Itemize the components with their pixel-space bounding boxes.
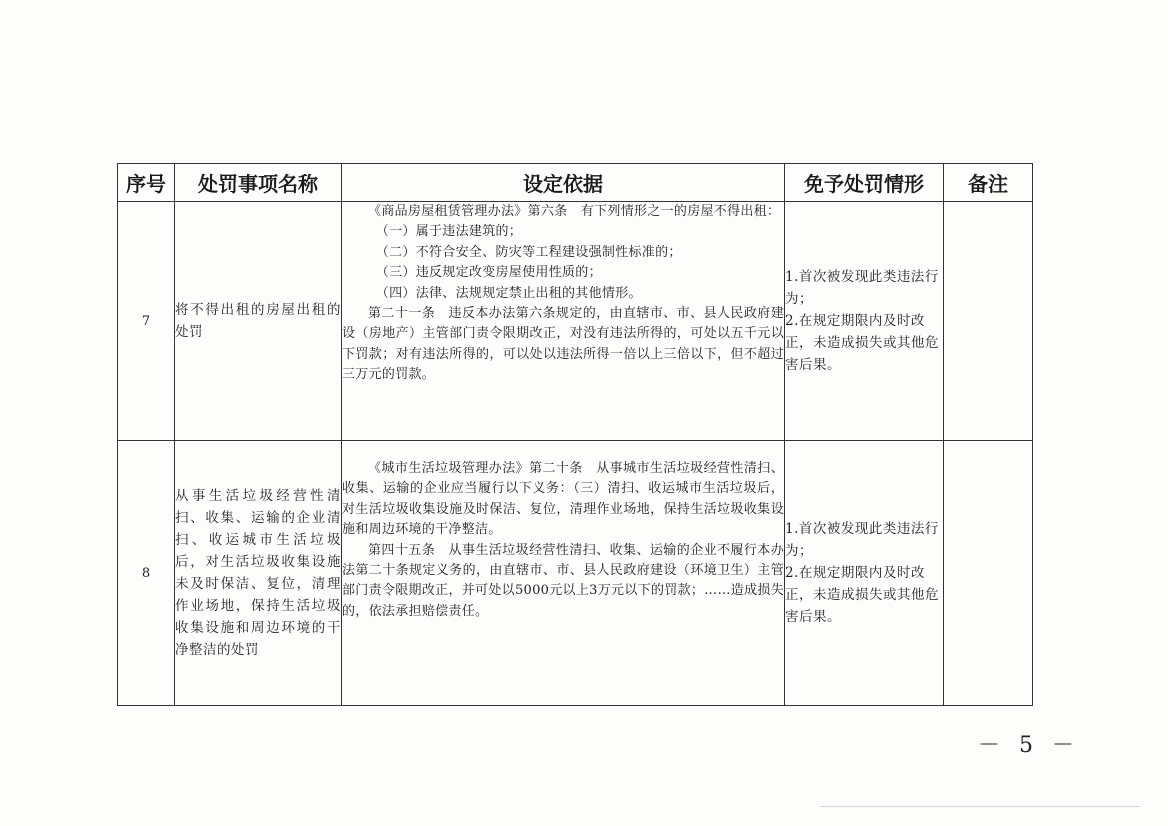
exemption-item: 2.在规定期限内及时改正，未造成损失或其他危害后果。 bbox=[785, 313, 939, 373]
basis-item: （四）法律、法规规定禁止出租的其他情形。 bbox=[375, 285, 642, 301]
exemption-item: 2.在规定期限内及时改正，未造成损失或其他危害后果。 bbox=[785, 565, 939, 625]
header-remark: 备注 bbox=[944, 164, 1033, 202]
basis-paragraph: 第四十五条 从事生活垃圾经营性清扫、收集、运输的企业不履行本办法第二十条规定义务的，由直辖市、市、县人民政府建设（环境卫生）主管部门责令限期改正，并可处以5000元以上3万元以下的罚款；……造成损失的，依法承担赔偿责任。 bbox=[342, 542, 784, 619]
page-number: － 5 － bbox=[978, 733, 1080, 758]
row-remark bbox=[944, 441, 1033, 706]
header-seq: 序号 bbox=[118, 164, 175, 202]
scan-artifact-line bbox=[820, 806, 1140, 807]
row-seq: 7 bbox=[118, 202, 175, 441]
row-seq: 8 bbox=[118, 441, 175, 706]
table-header-row bbox=[118, 164, 1033, 202]
penalty-table bbox=[117, 163, 1033, 706]
header-item-name: 处罚事项名称 bbox=[175, 164, 342, 202]
basis-item: （一）属于违法建筑的； bbox=[375, 224, 523, 240]
row-remark bbox=[944, 202, 1033, 441]
row-exemption bbox=[785, 441, 944, 706]
table-row bbox=[118, 202, 1033, 441]
header-exemption: 免予处罚情形 bbox=[785, 164, 944, 202]
header-basis: 设定依据 bbox=[342, 164, 785, 202]
row-item-name: 将不得出租的房屋出租的处罚 bbox=[175, 202, 342, 441]
exemption-item: 1.首次被发现此类违法行为； bbox=[785, 269, 939, 307]
basis-item: （二）不符合安全、防灾等工程建设强制性标准的； bbox=[375, 244, 682, 260]
basis-item: （三）违反规定改变房屋使用性质的； bbox=[375, 265, 602, 281]
basis-paragraph: 第二十一条 违反本办法第六条规定的，由直辖市、市、县人民政府建设（房地产）主管部门责令限期改正，对没有违法所得的，可处以五千元以下罚款；对有违法所得的，可以处以违法所得一倍以上三倍以下，但不超过三万元的罚款。 bbox=[342, 306, 784, 383]
basis-paragraph: 《城市生活垃圾管理办法》第二十条 从事城市生活垃圾经营性清扫、收集、运输的企业应当履行以下义务：（三）清扫、收运城市生活垃圾后，对生活垃圾收集设施及时保洁、复位，清理作业场地，保持生活垃圾收集设施和周边环境的干净整洁。 bbox=[342, 461, 784, 538]
basis-paragraph: 《商品房屋租赁管理办法》第六条 有下列情形之一的房屋不得出租： bbox=[368, 204, 781, 219]
row-basis bbox=[342, 202, 785, 441]
row-basis bbox=[342, 441, 785, 706]
row-item-name: 从事生活垃圾经营性清扫、收集、运输的企业清扫、收运城市生活垃圾后，对生活垃圾收集设施未及时保洁、复位，清理作业场地，保持生活垃圾收集设施和周边环境的干净整洁的处罚 bbox=[175, 441, 342, 706]
exemption-item: 1.首次被发现此类违法行为； bbox=[785, 521, 939, 559]
table-row bbox=[118, 441, 1033, 706]
row-exemption bbox=[785, 202, 944, 441]
